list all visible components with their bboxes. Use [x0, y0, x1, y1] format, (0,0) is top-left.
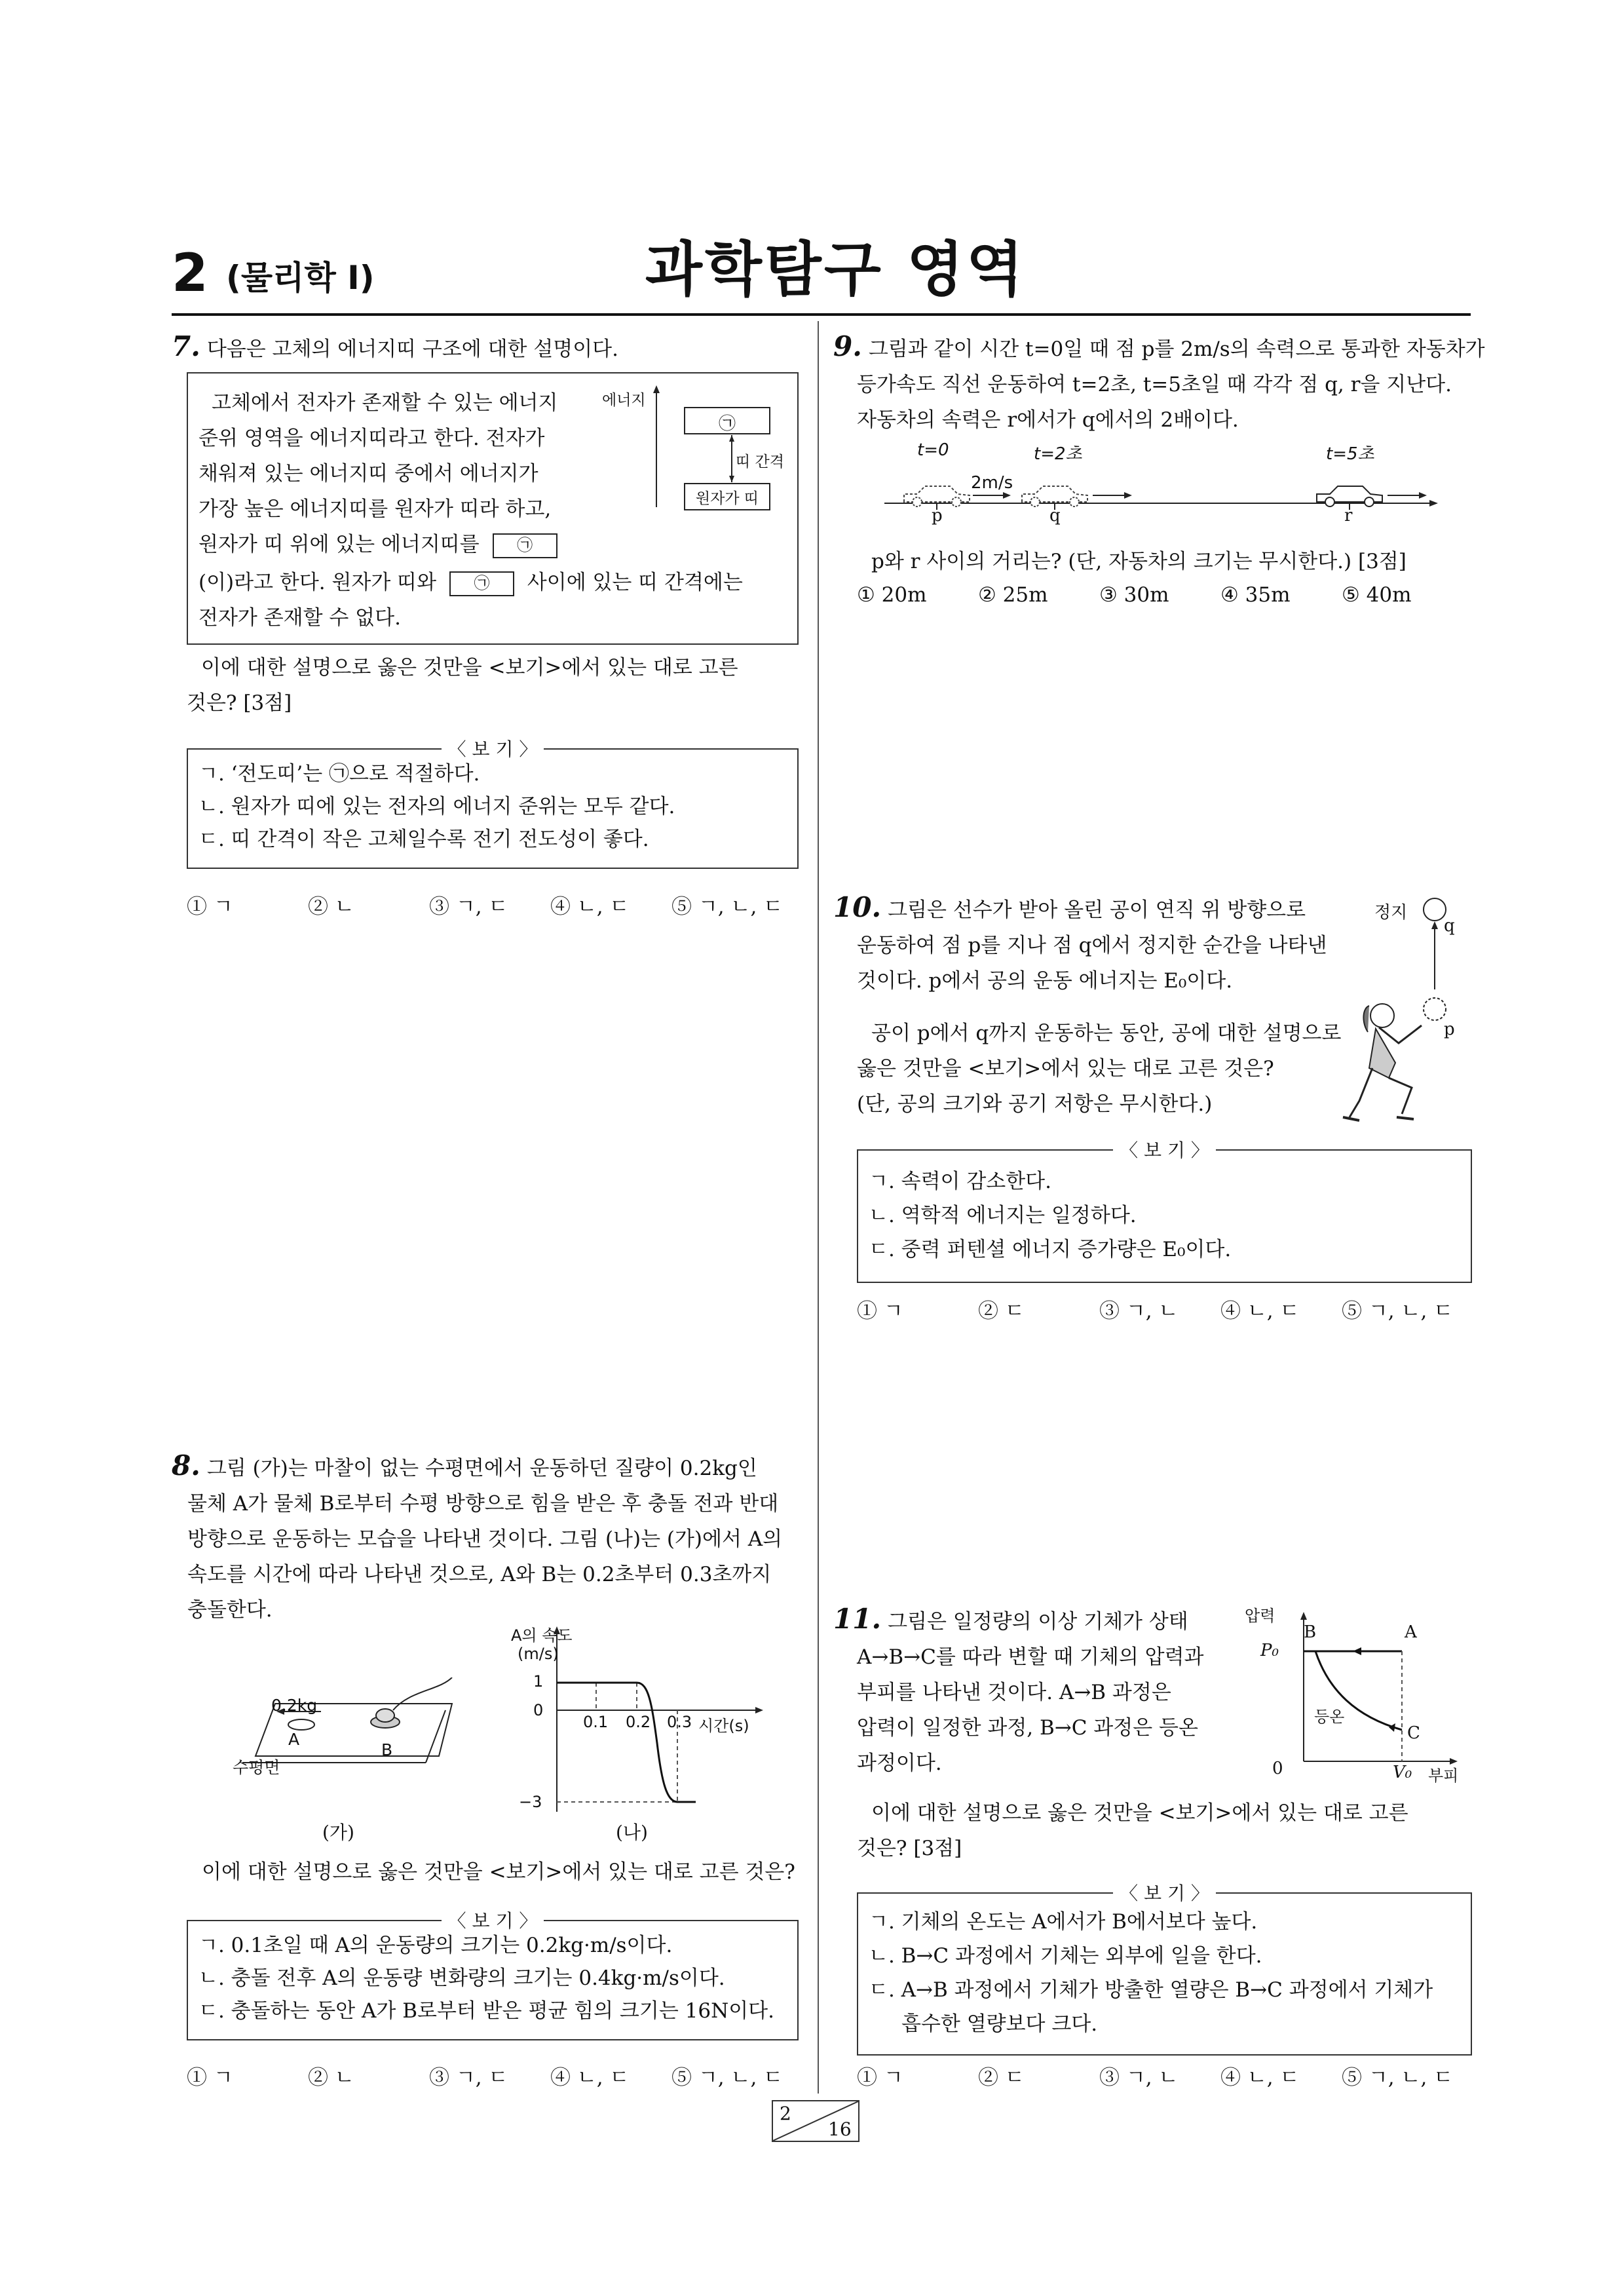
answer-choice[interactable]: ⑤ ㄱ, ㄴ, ㄷ — [671, 2066, 784, 2090]
answer-choice[interactable]: ① 20m — [857, 583, 927, 607]
time-label-t5: t=5초 — [1326, 444, 1374, 464]
y-tick-0: 0 — [533, 1701, 544, 1719]
answer-choice[interactable]: ④ ㄴ, ㄷ — [1220, 1299, 1300, 1323]
answer-choice[interactable]: ③ ㄱ, ㄴ — [1099, 2066, 1179, 2090]
q7-box-line: 고체에서 전자가 존재할 수 있는 에너지 — [212, 391, 558, 415]
bogi-item: ㄱ. 0.1초일 때 A의 운동량의 크기는 0.2kg·m/s이다. — [198, 1934, 673, 1957]
time-label-t2: t=2초 — [1034, 444, 1082, 464]
speed-label: 2m/s — [971, 473, 1013, 493]
header-rule — [172, 313, 1471, 316]
q7-ask: 이에 대한 설명으로 옳은 것만을 <보기>에서 있는 대로 고른 것은? [3점] — [187, 656, 738, 715]
state-a-label: A — [1405, 1622, 1417, 1642]
answer-choice[interactable]: ② ㄷ — [978, 2066, 1025, 2090]
q11-ask: 이에 대한 설명으로 옳은 것만을 <보기>에서 있는 대로 고른 것은? [3점] — [857, 1801, 1408, 1860]
point-r-label: r — [1344, 506, 1353, 526]
bogi-title: 〈 보 기 〉 — [858, 1879, 1471, 1905]
time-axis-label: 시간(s) — [698, 1717, 749, 1735]
state-c-label: C — [1407, 1723, 1420, 1743]
x-tick-0.1: 0.1 — [583, 1713, 609, 1731]
bogi-item: ㄴ. 충돌 전후 A의 운동량 변화량의 크기는 0.4kg·m/s이다. — [198, 1966, 725, 1990]
answer-choice[interactable]: ③ 30m — [1099, 583, 1169, 607]
answer-choice[interactable]: ① ㄱ — [857, 1299, 903, 1323]
bogi-item: ㄷ. 충돌하는 동안 A가 B로부터 받은 평균 힘의 크기는 16N이다. — [198, 1999, 774, 2023]
object-a-label: A — [288, 1730, 300, 1749]
marker-blank: ㉠ — [493, 533, 557, 558]
bogi-title: 〈 보 기 〉 — [858, 1136, 1471, 1162]
answer-choice[interactable]: ③ ㄱ, ㄴ — [1099, 1299, 1179, 1323]
bogi-title: 〈 보 기 〉 — [188, 1907, 797, 1933]
q8-number: 8. — [172, 1449, 200, 1482]
y-tick-1: 1 — [533, 1672, 544, 1691]
figure-b-caption: (나) — [616, 1822, 648, 1843]
answer-choice[interactable]: ⑤ 40m — [1342, 583, 1412, 607]
figure-a-caption: (가) — [322, 1822, 354, 1843]
footer-page-number: 2 — [780, 2103, 791, 2124]
answer-choice[interactable]: ⑤ ㄱ, ㄴ, ㄷ — [671, 895, 784, 919]
answer-choice[interactable]: ④ ㄴ, ㄷ — [550, 2066, 630, 2090]
q7-stem — [172, 329, 618, 367]
page-footer — [772, 2100, 859, 2142]
surface-label: 수평면 — [233, 1758, 280, 1777]
p0-label: P₀ — [1260, 1641, 1279, 1660]
subject-label: (물리학 Ⅰ) — [226, 259, 375, 297]
q9-number: 9. — [833, 330, 862, 362]
y-tick-minus3: −3 — [519, 1793, 542, 1811]
q11-stem: 11. 그림은 일정량의 이상 기체가 상태 A→B→C를 따라 변할 때 기체의 압력과 부피를 나타낸 것이다. A→B 과정은 압력이 일정한 과정, B→C 과정은 등온 과정이다. — [833, 1603, 1204, 1775]
answer-choice[interactable]: ④ 35m — [1220, 583, 1291, 607]
column-divider — [818, 321, 819, 2094]
q7-box-line: 채워져 있는 에너지띠 중에서 에너지가 — [198, 462, 538, 486]
isothermal-label: 등온 — [1314, 1708, 1345, 1726]
bogi-item: 흡수한 열량보다 크다. — [901, 2012, 1098, 2036]
mass-label: 0.2kg — [271, 1696, 318, 1715]
q10-ask: 공이 p에서 q까지 운동하는 동안, 공에 대한 설명으로 옳은 것만을 <보기>에서 있는 대로 고른 것은? (단, 공의 크기와 공기 저항은 무시한다.) — [857, 1022, 1342, 1116]
point-q-label: q — [1444, 916, 1455, 936]
q7-number: 7. — [172, 330, 200, 362]
answer-choice[interactable]: ① ㄱ — [857, 2066, 903, 2090]
q7-answers — [187, 890, 793, 919]
answer-choice[interactable]: ② ㄷ — [978, 1299, 1025, 1323]
band-gap-label: 띠 간격 — [736, 453, 784, 470]
q11-number: 11. — [833, 1603, 882, 1635]
q8-ask: 이에 대한 설명으로 옳은 것만을 <보기>에서 있는 대로 고른 것은? — [202, 1860, 795, 1884]
q8-stem: 8. 그림 (가)는 마찰이 없는 수평면에서 운동하던 질량이 0.2kg인 물체 A가 물체 B로부터 수평 방향으로 힘을 받은 후 충돌 전과 반대 방향으로 운동하는 모습을 나타낸 것이다. 그림 (나)는 (가)에서 A의 속도를 시간에 따라 나타낸 것으로, A와 B는 0.2초부터 0.3초까지 충돌한다. — [172, 1449, 783, 1622]
bogi-item: ㄴ. B→C 과정에서 기체는 외부에 일을 한다. — [869, 1944, 1262, 1968]
q7-box-line: 가장 높은 에너지띠를 원자가 띠라 하고, — [198, 497, 552, 521]
q9-car-figure — [884, 472, 1441, 537]
pressure-axis-label: 압력 — [1245, 1607, 1275, 1625]
q9-ask: p와 r 사이의 거리는? (단, 자동차의 크기는 무시한다.) [3점] — [871, 550, 1407, 573]
marker-blank: ㉠ — [449, 571, 514, 596]
x-tick-0.2: 0.2 — [626, 1713, 651, 1731]
volume-axis-label: 부피 — [1428, 1767, 1459, 1785]
energy-axis-label: 에너지 — [602, 392, 646, 409]
q7-box-line: 원자가 띠 위에 있는 에너지띠를 ㉠ — [198, 527, 557, 562]
q11-answers — [857, 2061, 1463, 2090]
q7-box-line: (이)라고 한다. 원자가 띠와 ㉠ 사이에 있는 띠 간격에는 — [198, 565, 743, 600]
answer-choice[interactable]: ② ㄴ — [308, 895, 354, 919]
velocity-axis-label: A의 속도 — [511, 1626, 573, 1645]
q10-number: 10. — [833, 891, 882, 923]
answer-choice[interactable]: ② 25m — [978, 583, 1048, 607]
stop-label: 정지 — [1374, 903, 1408, 923]
q7-box-line: 전자가 존재할 수 없다. — [198, 606, 401, 630]
q10-bogi — [857, 1139, 1472, 1283]
answer-choice[interactable]: ③ ㄱ, ㄷ — [429, 895, 508, 919]
bogi-title: 〈 보 기 〉 — [188, 735, 797, 761]
velocity-unit-label: (m/s) — [518, 1645, 559, 1663]
q7-stem-text: 다음은 고체의 에너지띠 구조에 대한 설명이다. — [206, 337, 618, 361]
bogi-item: ㄱ. 속력이 감소한다. — [869, 1170, 1051, 1193]
point-p-label: p — [1444, 1020, 1455, 1039]
bogi-item: ㄷ. A→B 과정에서 기체가 방출한 열량은 B→C 과정에서 기체가 — [869, 1978, 1433, 2002]
q8-bogi — [187, 1910, 799, 2040]
object-b-label: B — [381, 1740, 393, 1759]
q9-stem: 9. 그림과 같이 시간 t=0일 때 점 p를 2m/s의 속력으로 통과한 자동차가 등가속도 직선 운동하여 t=2초, t=5초일 때 각각 점 q, r을 지난다. 자동차의 속력은 r에서가 q에서의 2배이다. — [833, 330, 1485, 432]
bogi-item: ㄴ. 역학적 에너지는 일정하다. — [869, 1204, 1137, 1227]
answer-choice[interactable]: ④ ㄴ, ㄷ — [550, 895, 630, 919]
q7-box — [187, 372, 799, 645]
page-number: 2 — [172, 242, 208, 303]
origin-label: 0 — [1272, 1759, 1283, 1778]
q7-box-line: 준위 영역을 에너지띠라고 한다. 전자가 — [198, 427, 545, 450]
point-q-label: q — [1049, 506, 1061, 526]
bogi-item: ㄷ. 띠 간격이 작은 고체일수록 전기 전도성이 좋다. — [198, 828, 649, 851]
answer-choice[interactable]: ① ㄱ — [187, 895, 233, 919]
bogi-item: ㄷ. 중력 퍼텐셜 에너지 증가량은 E₀이다. — [869, 1238, 1232, 1261]
answer-choice[interactable]: ③ ㄱ, ㄷ — [429, 2066, 508, 2090]
valence-band-label: 원자가 띠 — [695, 490, 759, 507]
marker-symbol: ㉠ — [718, 414, 736, 434]
answer-choice[interactable]: ④ ㄴ, ㄷ — [1220, 2066, 1300, 2090]
v0-label: V₀ — [1393, 1763, 1412, 1782]
point-p-label: p — [932, 506, 943, 526]
answer-choice[interactable]: ② ㄴ — [308, 2066, 354, 2090]
q8-answers — [187, 2061, 793, 2090]
q10-stem: 10. 그림은 선수가 받아 올린 공이 연직 위 방향으로 운동하여 점 p를 지나 점 q에서 정지한 순간을 나타낸 것이다. p에서 공의 운동 에너지는 E₀이다. — [833, 891, 1327, 993]
bogi-item: ㄱ. ‘전도띠’는 ㉠으로 적절하다. — [198, 762, 480, 786]
answer-choice[interactable]: ⑤ ㄱ, ㄴ, ㄷ — [1342, 2066, 1454, 2090]
x-tick-0.3: 0.3 — [667, 1713, 692, 1731]
time-label-t0: t=0 — [917, 440, 949, 460]
page-title: 과학탐구 영역 — [645, 235, 1026, 304]
state-b-label: B — [1304, 1622, 1317, 1642]
footer-total-pages: 16 — [828, 2118, 852, 2140]
q9-answers — [857, 583, 1463, 607]
bogi-item: ㄴ. 원자가 띠에 있는 전자의 에너지 준위는 모두 같다. — [198, 795, 675, 818]
answer-choice[interactable]: ① ㄱ — [187, 2066, 233, 2090]
q11-bogi — [857, 1883, 1472, 2056]
answer-choice[interactable]: ⑤ ㄱ, ㄴ, ㄷ — [1342, 1299, 1454, 1323]
q7-bogi — [187, 738, 799, 869]
q10-answers — [857, 1294, 1463, 1324]
bogi-item: ㄱ. 기체의 온도는 A에서가 B에서보다 높다. — [869, 1910, 1258, 1934]
